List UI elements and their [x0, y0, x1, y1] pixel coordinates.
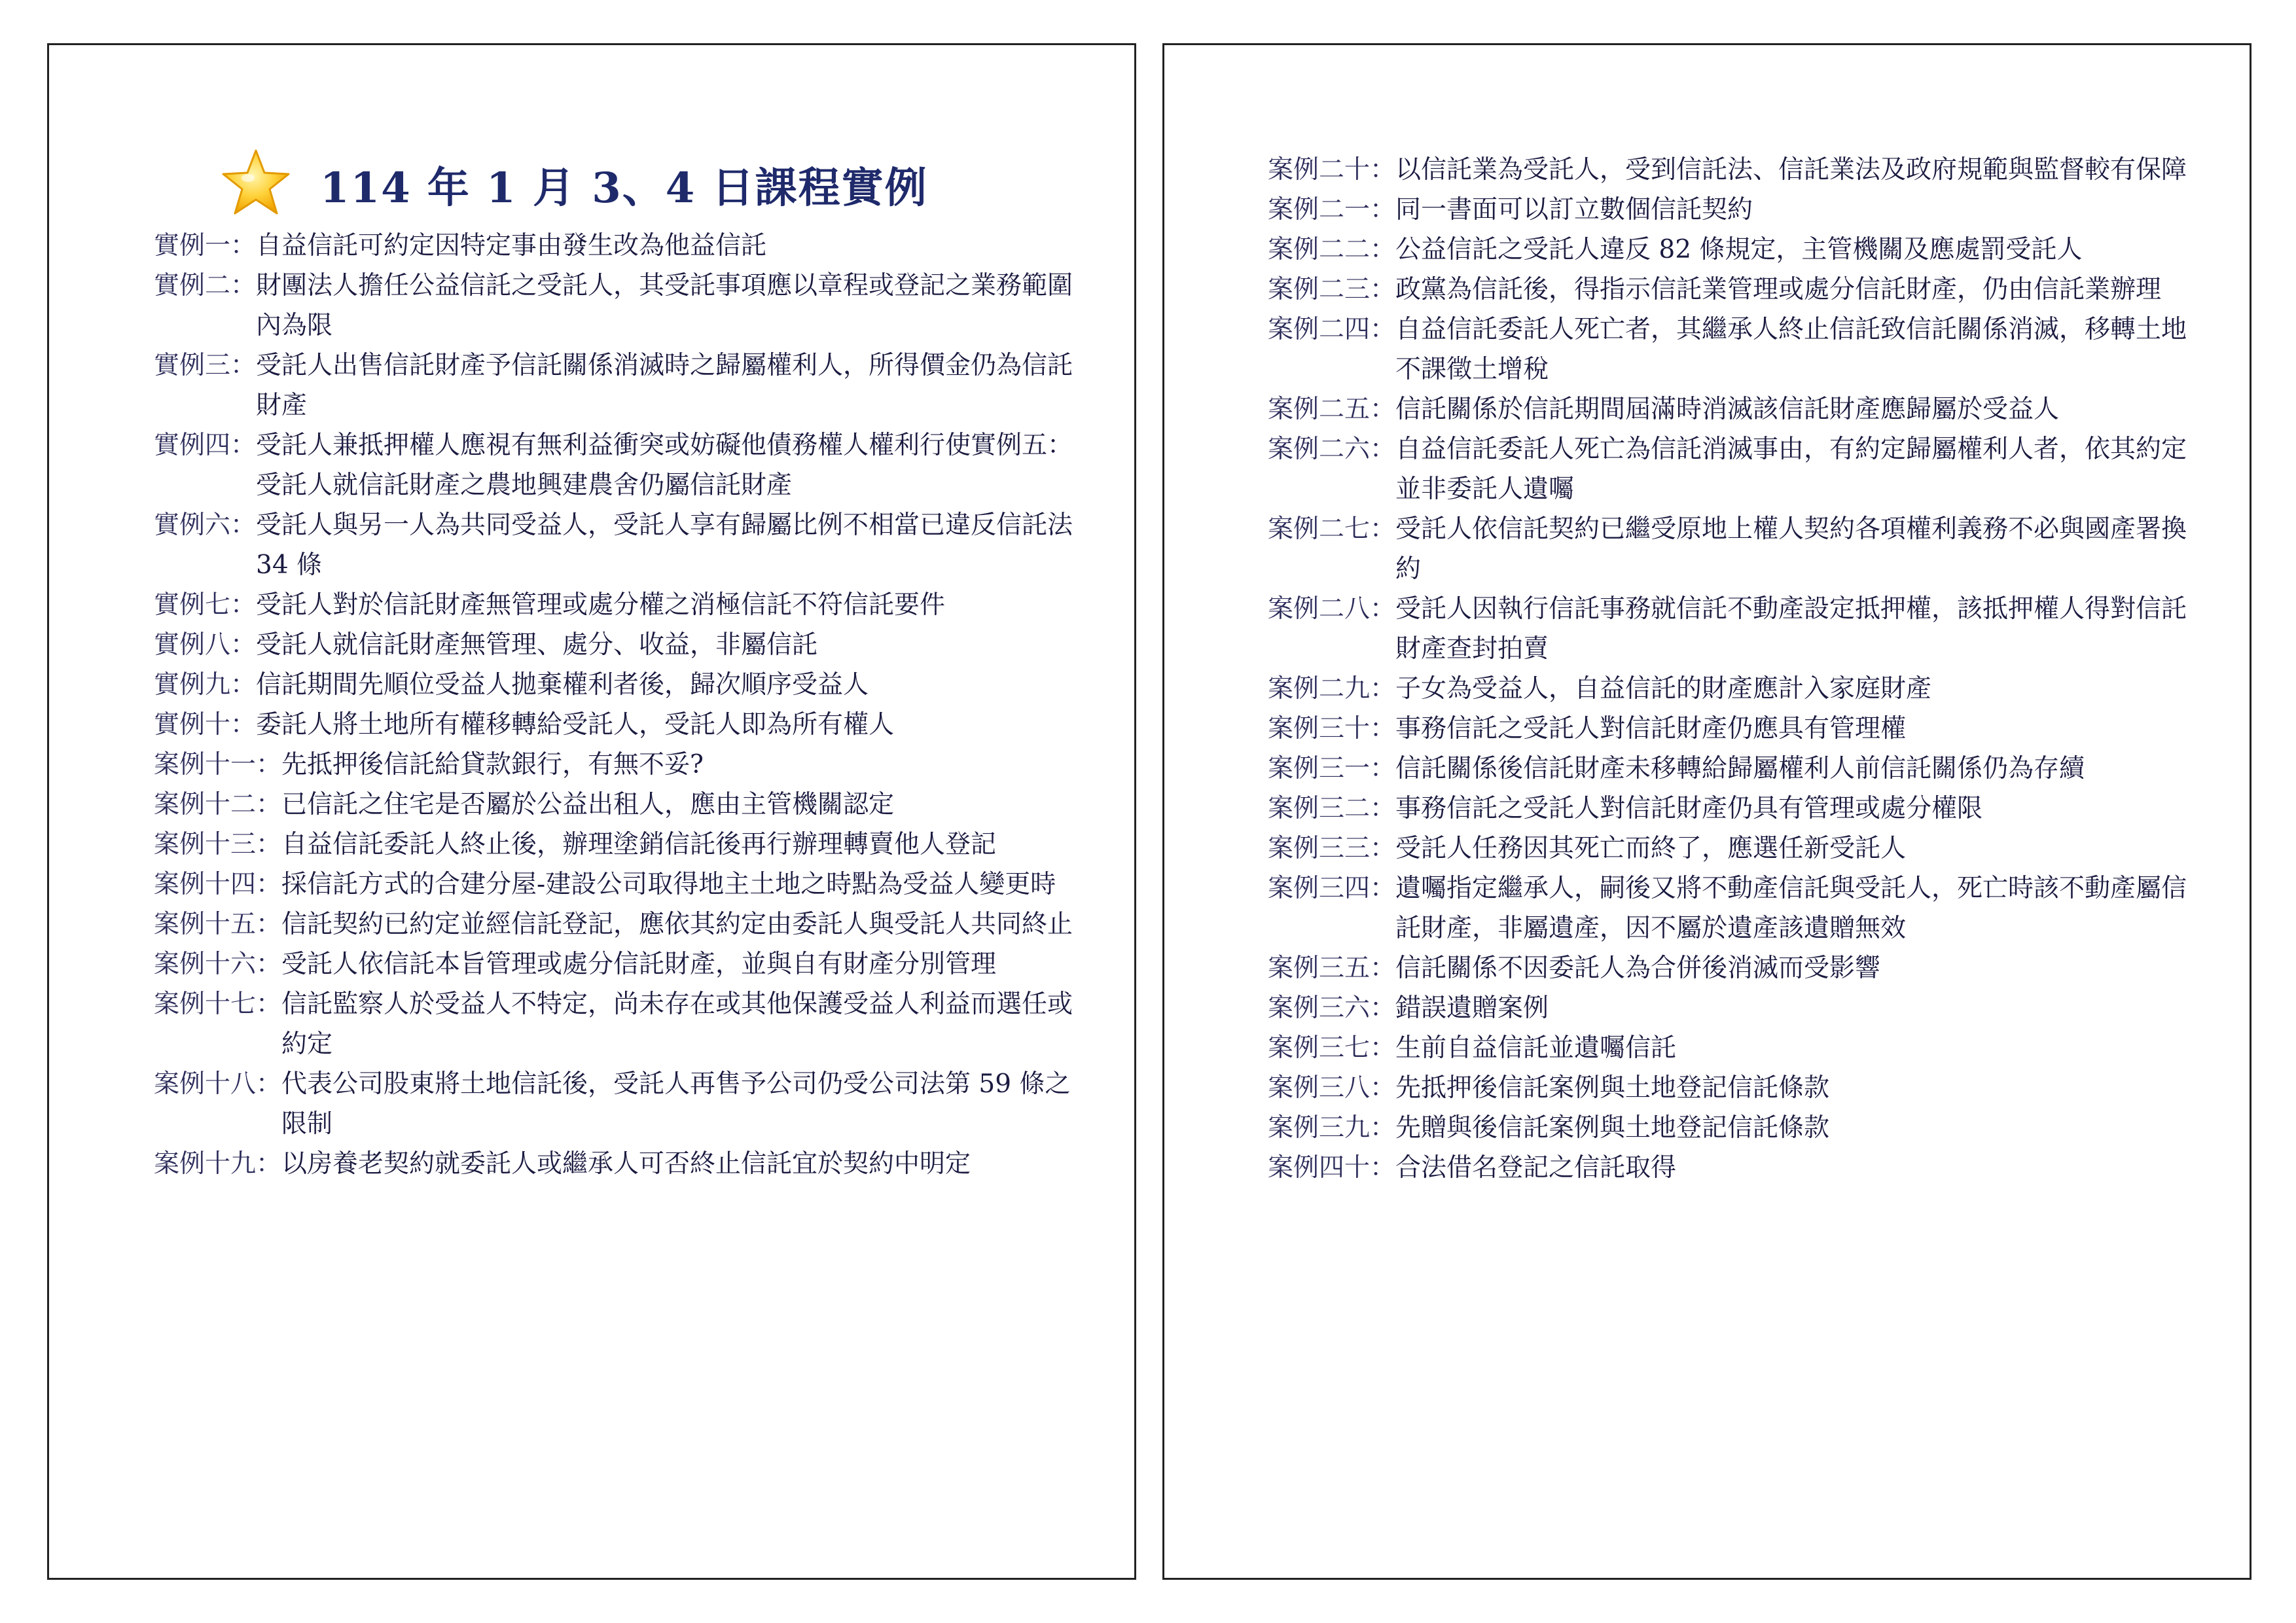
case-item	[1268, 310, 2197, 389]
case-text: 受託人依信託契約已繼受原地上權人契約各項權利義務不必與國產署換約	[1395, 514, 2187, 584]
case-label: 案例十三：	[154, 830, 282, 859]
case-text: 信託關係不因委託人為合併後消滅而受影響	[1395, 954, 1881, 983]
case-text: 自益信託委託人死亡為信託消滅事由，有約定歸屬權利人者，依其約定並非委託人遺囑	[1395, 435, 2187, 504]
case-label: 案例二十：	[1268, 155, 1396, 185]
case-list-right	[1268, 150, 2197, 1188]
case-label: 案例三四：	[1268, 874, 1396, 903]
case-text: 先抵押後信託案例與土地登記信託條款	[1395, 1073, 1830, 1103]
case-item	[1268, 389, 2197, 429]
case-label: 案例二六：	[1268, 435, 1396, 464]
case-text: 自益信託委託人終止後，辦理塗銷信託後再行辦理轉賣他人登記	[281, 830, 997, 859]
case-text: 受託人與另一人為共同受益人，受託人享有歸屬比例不相當已違反信託法 34 條	[256, 510, 1073, 580]
case-label: 實例九：	[154, 670, 257, 700]
case-label: 案例四十：	[1268, 1153, 1396, 1183]
case-item	[1268, 709, 2197, 749]
case-item	[154, 944, 1083, 984]
case-label: 案例三十：	[1268, 714, 1396, 743]
case-label: 案例三七：	[1268, 1033, 1396, 1063]
case-label: 案例二八：	[1268, 594, 1396, 624]
case-item	[154, 984, 1083, 1064]
title-row	[217, 142, 928, 227]
case-label: 案例二五：	[1268, 395, 1396, 424]
case-label: 案例二四：	[1268, 315, 1396, 344]
case-label: 案例十六：	[154, 950, 282, 979]
case-label: 實例二：	[154, 271, 257, 300]
case-item	[1268, 1068, 2197, 1108]
left-page	[47, 43, 1136, 1580]
case-text: 以房養老契約就委託人或繼承人可否終止信託宜於契約中明定	[281, 1149, 971, 1179]
case-text: 信託關係後信託財產未移轉給歸屬權利人前信託關係仍為存續	[1395, 754, 2085, 783]
case-label: 案例三三：	[1268, 834, 1396, 863]
case-item	[1268, 1028, 2197, 1068]
case-item	[154, 226, 1083, 266]
case-label: 案例二九：	[1268, 674, 1396, 704]
case-text: 已信託之住宅是否屬於公益出租人，應由主管機關認定	[281, 790, 895, 819]
case-label: 實例六：	[154, 510, 257, 540]
case-item	[1268, 230, 2197, 270]
case-text: 受託人兼抵押權人應視有無利益衝突或妨礙他債務權人權利行使實例五：受託人就信託財產之農地興建農舍仍屬信託財產	[256, 431, 1073, 500]
case-label: 實例四：	[154, 431, 257, 460]
case-item	[154, 425, 1083, 505]
case-text: 受託人就信託財產無管理、處分、收益，非屬信託	[256, 630, 818, 660]
case-item	[154, 745, 1083, 785]
case-item	[154, 904, 1083, 944]
case-text: 同一書面可以訂立數個信託契約	[1395, 195, 1753, 224]
case-label: 案例十二：	[154, 790, 282, 819]
case-label: 案例二一：	[1268, 195, 1396, 224]
case-label: 實例一：	[154, 231, 257, 260]
case-text: 遺囑指定繼承人，嗣後又將不動產信託與受託人，死亡時該不動產屬信託財產，非屬遺產，因不屬於遺產該遺贈無效	[1395, 874, 2187, 943]
case-text: 委託人將土地所有權移轉給受託人，受託人即為所有權人	[256, 710, 895, 740]
case-text: 受託人任務因其死亡而終了，應選任新受託人	[1395, 834, 1907, 863]
case-label: 案例二七：	[1268, 514, 1396, 544]
case-item	[1268, 829, 2197, 868]
case-text: 受託人出售信託財產予信託關係消滅時之歸屬權利人，所得價金仍為信託財產	[256, 351, 1073, 420]
case-text: 事務信託之受託人對信託財產仍應具有管理權	[1395, 714, 1907, 743]
case-item	[154, 1144, 1083, 1184]
case-text: 信託契約已約定並經信託登記，應依其約定由委託人與受託人共同終止	[281, 910, 1073, 939]
case-text: 受託人依信託本旨管理或處分信託財產，並與自有財產分別管理	[281, 950, 997, 979]
page-title: 114 年 1 月 3、4 日課程實例	[320, 164, 928, 213]
case-text: 政黨為信託後，得指示信託業管理或處分信託財產，仍由信託業辦理	[1395, 275, 2162, 304]
case-text: 子女為受益人，自益信託的財產應計入家庭財產	[1395, 674, 1932, 704]
case-text: 事務信託之受託人對信託財產仍具有管理或處分權限	[1395, 794, 1983, 823]
case-item	[154, 346, 1083, 425]
case-label: 實例七：	[154, 590, 257, 620]
case-item	[1268, 429, 2197, 509]
case-label: 案例三九：	[1268, 1113, 1396, 1143]
case-label: 案例二二：	[1268, 235, 1396, 264]
case-text: 財團法人擔任公益信託之受託人，其受託事項應以章程或登記之業務範圍內為限	[256, 271, 1073, 340]
case-label: 案例三一：	[1268, 754, 1396, 783]
case-item	[1268, 509, 2197, 589]
case-item	[154, 266, 1083, 346]
case-label: 案例十八：	[154, 1069, 282, 1099]
case-item	[154, 705, 1083, 745]
case-item	[1268, 190, 2197, 230]
case-label: 案例十一：	[154, 750, 282, 779]
case-item	[1268, 749, 2197, 789]
case-item	[1268, 270, 2197, 310]
case-text: 信託監察人於受益人不特定，尚未存在或其他保護受益人利益而選任或約定	[281, 990, 1073, 1059]
case-text: 錯誤遺贈案例	[1395, 993, 1549, 1023]
case-text: 採信託方式的合建分屋-建設公司取得地主土地之時點為受益人變更時	[281, 870, 1056, 899]
case-label: 實例八：	[154, 630, 257, 660]
case-text: 先贈與後信託案例與土地登記信託條款	[1395, 1113, 1830, 1143]
case-text: 信託關係於信託期間屆滿時消滅該信託財產應歸屬於受益人	[1395, 395, 2060, 424]
case-label: 案例三二：	[1268, 794, 1396, 823]
right-page	[1162, 43, 2251, 1580]
case-text: 自益信託可約定因特定事由發生改為他益信託	[256, 231, 767, 260]
case-label: 案例十五：	[154, 910, 282, 939]
case-item	[1268, 669, 2197, 709]
case-item	[154, 825, 1083, 865]
case-item	[154, 505, 1083, 585]
case-item	[1268, 150, 2197, 190]
case-item	[1268, 988, 2197, 1028]
case-text: 合法借名登記之信託取得	[1395, 1153, 1677, 1183]
case-item	[154, 785, 1083, 825]
case-item	[154, 865, 1083, 904]
case-item	[1268, 789, 2197, 829]
case-item	[1268, 1148, 2197, 1188]
case-text: 信託期間先順位受益人拋棄權利者後，歸次順序受益人	[256, 670, 869, 700]
case-label: 案例三八：	[1268, 1073, 1396, 1103]
case-label: 案例十九：	[154, 1149, 282, 1179]
case-text: 生前自益信託並遺囑信託	[1395, 1033, 1677, 1063]
case-item	[1268, 589, 2197, 669]
case-item	[1268, 1108, 2197, 1148]
star-icon	[217, 145, 295, 224]
case-text: 受託人因執行信託事務就信託不動產設定抵押權，該抵押權人得對信託財產查封拍賣	[1395, 594, 2187, 664]
case-text: 代表公司股東將土地信託後，受託人再售予公司仍受公司法第 59 條之限制	[281, 1069, 1071, 1139]
case-label: 實例三：	[154, 351, 257, 380]
case-label: 實例十：	[154, 710, 257, 740]
case-item	[1268, 948, 2197, 988]
case-list-left	[154, 226, 1083, 1184]
case-text: 自益信託委託人死亡者，其繼承人終止信託致信託關係消滅，移轉土地不課徵土增稅	[1395, 315, 2187, 384]
case-label: 案例三六：	[1268, 993, 1396, 1023]
case-text: 先抵押後信託給貸款銀行，有無不妥?	[281, 750, 704, 779]
case-label: 案例二三：	[1268, 275, 1396, 304]
case-item	[154, 585, 1083, 625]
case-item	[154, 665, 1083, 705]
case-label: 案例十四：	[154, 870, 282, 899]
case-text: 公益信託之受託人違反 82 條規定，主管機關及應處罰受託人	[1395, 235, 2083, 264]
case-item	[1268, 868, 2197, 948]
case-label: 案例十七：	[154, 990, 282, 1019]
case-label: 案例三五：	[1268, 954, 1396, 983]
case-text: 受託人對於信託財產無管理或處分權之消極信託不符信託要件	[256, 590, 946, 620]
case-item	[154, 1064, 1083, 1144]
case-item	[154, 625, 1083, 665]
case-text: 以信託業為受託人，受到信託法、信託業法及政府規範與監督較有保障	[1395, 155, 2187, 185]
